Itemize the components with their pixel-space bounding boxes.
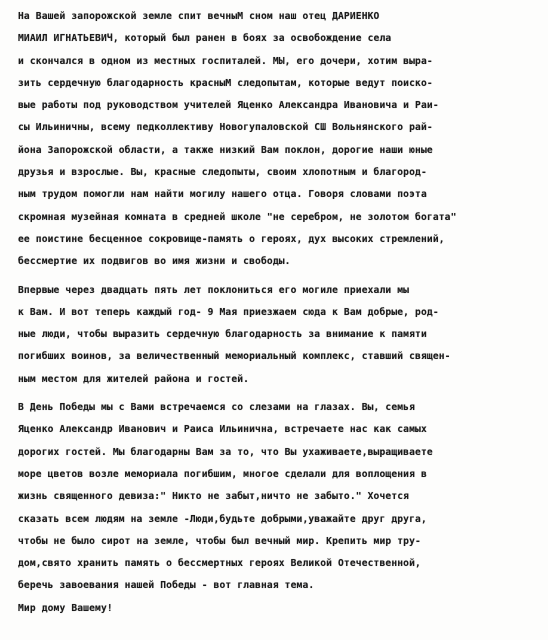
- paragraph-1: [18, 6, 538, 274]
- text-line: ным местом для жителей района и гостей.: [18, 373, 250, 385]
- text-line: МИАИЛ ИГНАТЬЕВИЧ, который был ранен в боях за освобождение села: [18, 33, 392, 45]
- text-line: к Вам. И вот теперь каждый год- 9 Мая приезжаем сюда к Вам добрые, род-: [18, 306, 439, 318]
- text-line: сказать всем людям на земле -Люди,будьте добрыми,уважайте друг друга,: [18, 513, 427, 525]
- text-line: зить сердечную благодарность красныМ следопытам, которые ведут поиско-: [18, 77, 433, 89]
- text-line: ным трудом помогли нам найти могилу нашего отца. Говоря словами поэта: [18, 189, 427, 201]
- text-line: вые работы под руководством учителей Яценко Александра Ивановича и Раи-: [18, 100, 439, 112]
- text-line: бессмертие их подвигов во имя жизни и свободы.: [18, 256, 291, 268]
- text-line: дорогих гостей. Мы благодарны Вам за то, что Вы ухаживаете,выращиваете: [18, 446, 433, 458]
- text-line: дом,свято хранить память о бессмертных героях Великой Отечественной,: [18, 558, 421, 570]
- text-line: На Вашей запорожской земле спит вечныМ сном наш отец ДАРИЕНКО: [18, 11, 380, 22]
- text-line: В День Победы мы с Вами встречаемся со слезами на глазах. Вы, семья: [18, 402, 416, 414]
- text-line: море цветов возле мемориала погибшим, многое сделали для воплощения в: [18, 468, 427, 480]
- closing-line: [18, 598, 538, 620]
- text-line: ные люди, чтобы выразить сердечную благодарность за внимание к памяти: [18, 329, 427, 341]
- text-line: и скончался в одном из местных госпиталей. МЫ, его дочери, хотим выра-: [18, 55, 433, 67]
- paragraph-3: [18, 397, 538, 598]
- text-line: погибших воинов, за величественный мемориальный комплекс, ставший священ-: [18, 351, 451, 363]
- letter-body: [18, 6, 538, 620]
- text-line: беречь завоевания нашей Победы - вот главная тема.: [18, 580, 315, 592]
- text-line: друзья и взрослые. Вы, красные следопыты, своим хлопотным и благород-: [18, 167, 427, 179]
- text-line: жизнь священного девиза:" Никто не забыт,ничто не забыто." Хочется: [18, 491, 410, 503]
- text-line: ее поистине бесценное сокровище-память о героях, дух высоких стремлений,: [18, 233, 445, 245]
- text-line: йона Запорожской области, а также низкий Вам поклон, дорогие наши юные: [18, 144, 433, 156]
- text-line: Впервые через двадцать пять лет поклониться его могиле приехали мы: [18, 284, 410, 296]
- paragraph-2: [18, 280, 538, 391]
- text-line: Мир дому Вашему!: [18, 602, 113, 614]
- text-line: чтобы не было сирот на земле, чтобы был вечный мир. Крепить мир тру-: [18, 535, 421, 547]
- text-line: Яценко Александр Иванович и Раиса Ильинична, встречаете нас как самых: [18, 424, 427, 436]
- text-line: скромная музейная комната в средней школе "не серебром, не золотом богата": [18, 211, 457, 223]
- text-line: сы Ильиничны, всему педколлективу Новогупаловской СШ Вольнянского рай-: [18, 122, 433, 134]
